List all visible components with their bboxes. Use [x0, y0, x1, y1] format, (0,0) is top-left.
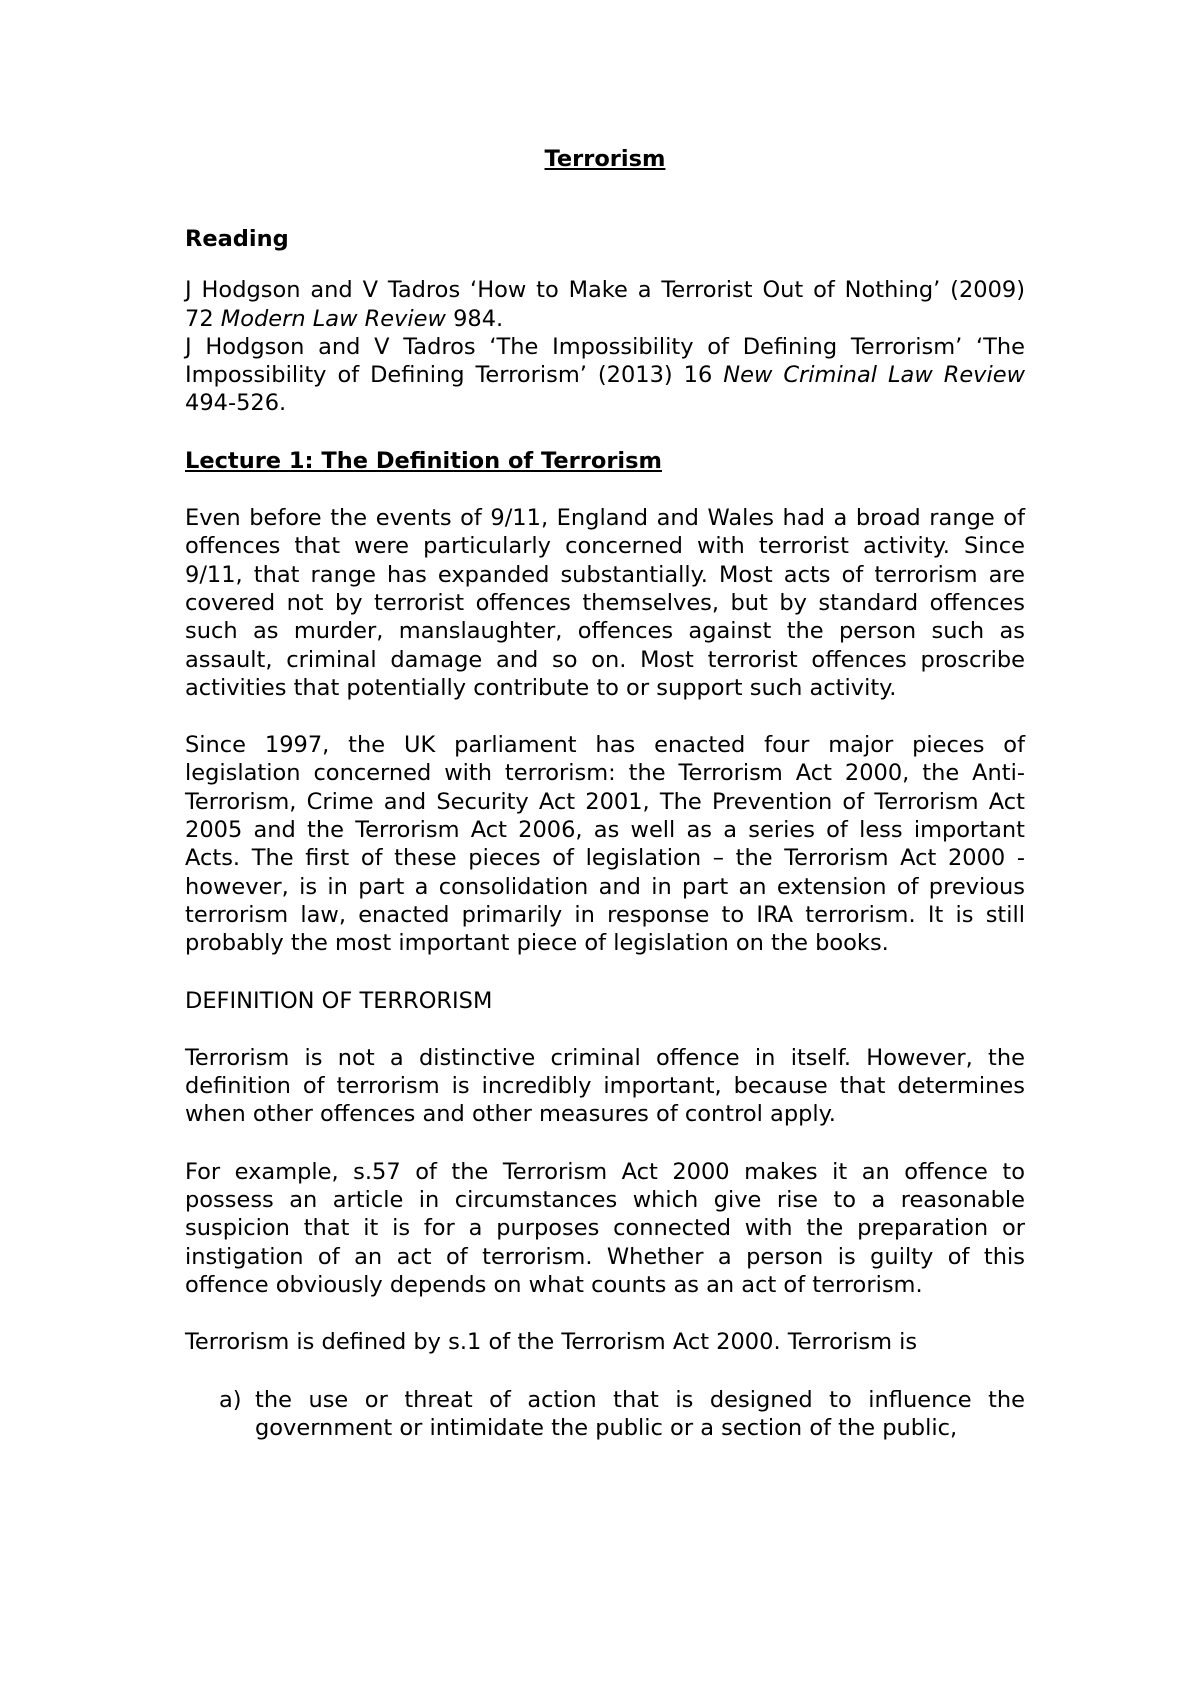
list-item-text: the use or threat of action that is designed to influence the government or intimidate the public or a section of the public, — [255, 1386, 1025, 1441]
document-page — [185, 145, 1025, 1442]
paragraph-4: For example, s.57 of the Terrorism Act 2000 makes it an offence to possess an article in circumstances which give rise to a reasonable suspicion that it is for a purposes connected with the preparation or instigation of an act of terrorism. Whether a person is guilty of this offence obviously depends on what counts as an act of terrorism. — [185, 1158, 1025, 1298]
section-heading: DEFINITION OF TERRORISM — [185, 987, 493, 1014]
paragraph-2: Since 1997, the UK parliament has enacted four major pieces of legislation concerned with terrorism: the Terrorism Act 2000, the Anti-Terrorism, Crime and Security Act 2001, The Prevention of Terrorism Act 2005 and the Terrorism Act 2006, as well as a series of less important Acts. The first of these pieces of legislation – the Terrorism Act 2000 - however, is in part a consolidation and in part an extension of previous terrorism law, enacted primarily in response to IRA terrorism. It is still probably the most important piece of legislation on the books. — [185, 732, 1025, 957]
list-item-marker: a) — [219, 1386, 242, 1413]
paragraph-5: Terrorism is defined by s.1 of the Terrorism Act 2000. Terrorism is — [185, 1329, 918, 1356]
document-title: Terrorism — [544, 146, 666, 172]
reference-1 — [185, 276, 1025, 333]
reference-2-journal: New Criminal Law Review — [723, 362, 1025, 389]
reading-heading: Reading — [185, 226, 289, 252]
reference-1-journal: Modern Law Review — [220, 305, 446, 332]
reference-1-suffix: 984. — [445, 305, 504, 332]
reference-1-text: J Hodgson and V Tadros ‘How to Make a Terrorist Out of Nothing’ (2009) 72 — [185, 277, 1025, 332]
reference-2 — [185, 333, 1025, 418]
list-item — [185, 1386, 1025, 1443]
reference-2-text: J Hodgson and V Tadros ‘The Impossibility of Defining Terrorism’ ‘The Impossibility of Defining Terrorism’ (2013) 16 — [185, 333, 1025, 389]
paragraph-1: Even before the events of 9/11, England and Wales had a broad range of offences that were particularly concerned with terrorist activity. Since 9/11, that range has expanded substantially. Most acts of terrorism are covered not by terrorist offences themselves, but by standard offences such as murder, manslaughter, offences against the person such as assault, criminal damage and so on. Most terrorist offences proscribe activities that potentially contribute to or support such activity. — [185, 505, 1025, 701]
lecture-heading: Lecture 1: The Definition of Terrorism — [185, 447, 662, 474]
paragraph-3: Terrorism is not a distinctive criminal offence in itself. However, the definition of terrorism is incredibly important, because that determines when other offences and other measures of control apply. — [185, 1044, 1025, 1128]
reference-2-suffix: 494-526. — [185, 390, 287, 417]
definition-list — [185, 1386, 1025, 1443]
